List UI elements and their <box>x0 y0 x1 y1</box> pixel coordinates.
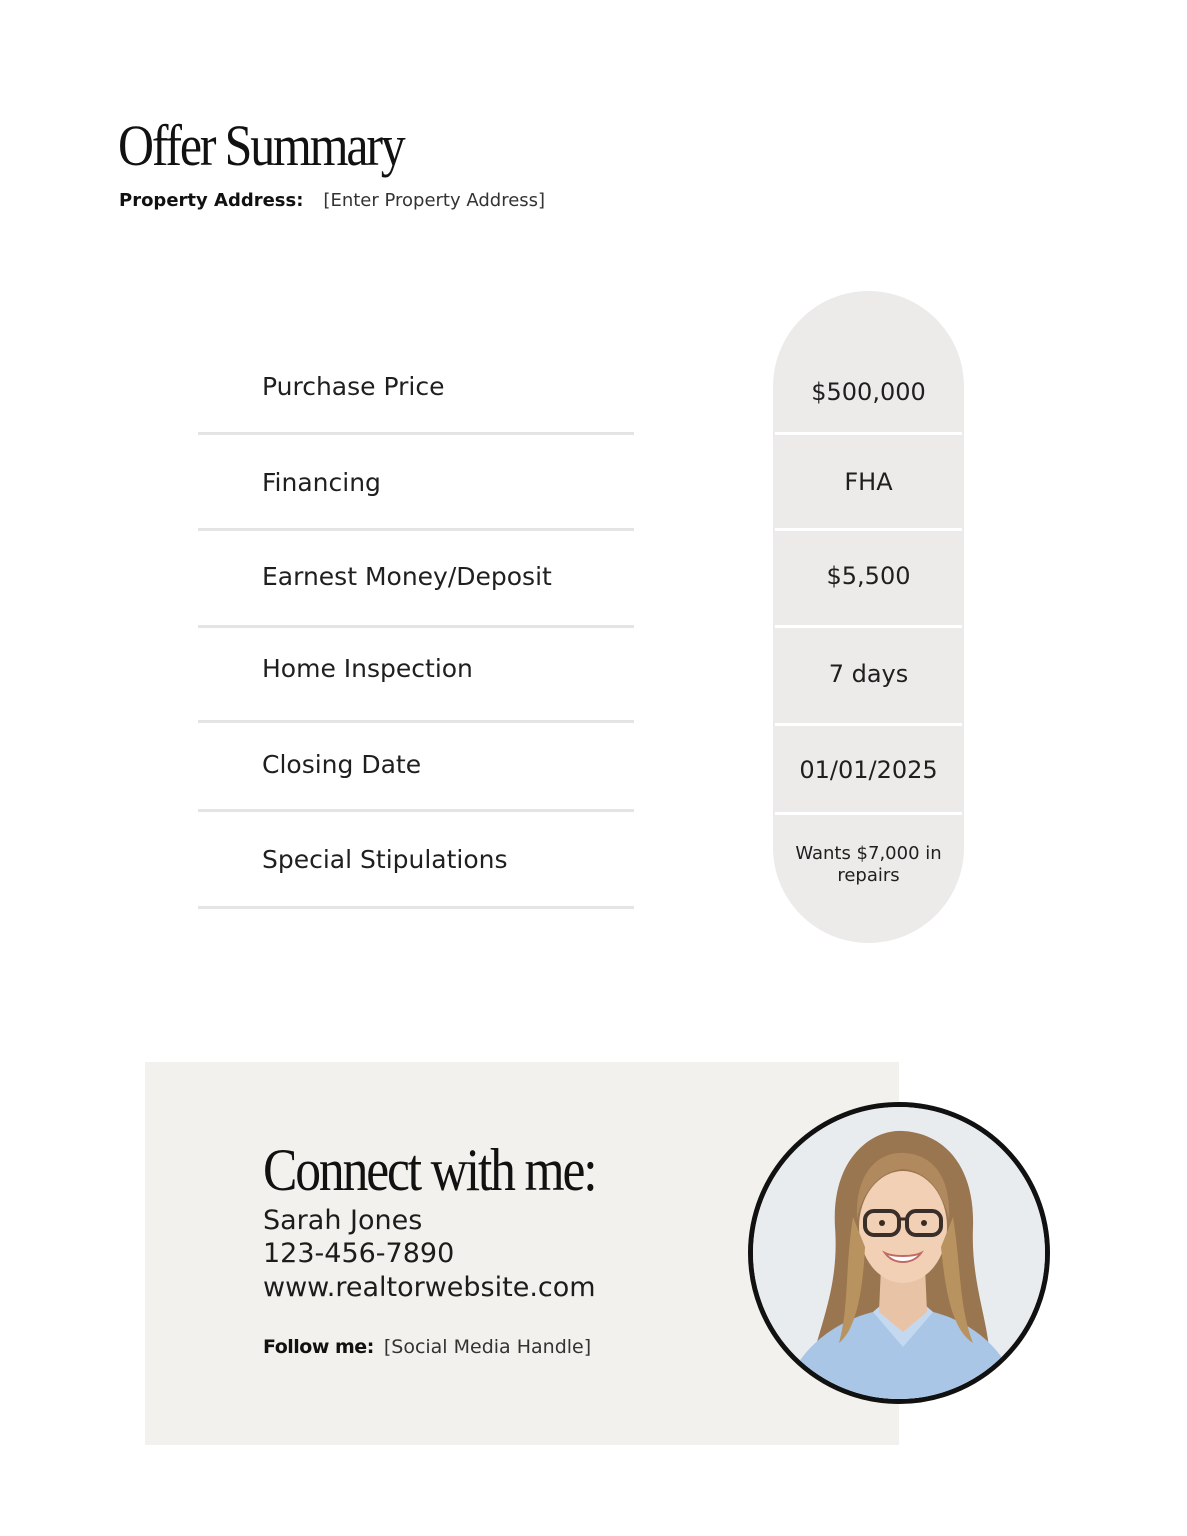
contact-name: Sarah Jones <box>263 1205 423 1236</box>
row-divider <box>198 432 634 435</box>
social-handle-link[interactable]: [Social Media Handle] <box>383 1336 592 1358</box>
offer-row-label-closing-date: Closing Date <box>262 750 422 779</box>
offer-row-label-purchase-price: Purchase Price <box>262 372 445 401</box>
row-divider <box>198 528 634 531</box>
follow-row <box>263 1336 591 1358</box>
row-divider <box>198 809 634 812</box>
value-divider <box>775 625 962 628</box>
offer-row-value-earnest-money[interactable]: $5,500 <box>826 562 911 590</box>
offer-row-label-special-stipulations: Special Stipulations <box>262 845 508 874</box>
property-address-value[interactable]: [Enter Property Address] <box>323 190 546 211</box>
value-divider <box>775 812 962 815</box>
avatar <box>748 1102 1050 1404</box>
row-divider <box>198 720 634 723</box>
property-address-row <box>119 190 545 211</box>
page-title: Offer Summary <box>118 113 404 178</box>
offer-row-label-home-inspection: Home Inspection <box>262 654 473 683</box>
property-address-label: Property Address: <box>119 190 304 211</box>
connect-title: Connect with me: <box>263 1137 596 1203</box>
row-divider <box>198 906 634 909</box>
contact-phone[interactable]: 123-456-7890 <box>263 1238 455 1269</box>
value-divider <box>775 723 962 726</box>
row-divider <box>198 625 634 628</box>
value-divider <box>775 432 962 435</box>
offer-row-label-financing: Financing <box>262 468 381 497</box>
portrait-photo-icon <box>753 1107 1045 1399</box>
offer-row-value-financing[interactable]: FHA <box>844 468 893 496</box>
offer-row-value-purchase-price[interactable]: $500,000 <box>811 378 926 406</box>
value-divider <box>775 528 962 531</box>
follow-label: Follow me: <box>263 1336 374 1358</box>
contact-website-link[interactable]: www.realtorwebsite.com <box>263 1272 596 1303</box>
offer-row-label-earnest-money: Earnest Money/Deposit <box>262 562 552 591</box>
offer-row-value-home-inspection[interactable]: 7 days <box>828 660 909 688</box>
offer-row-value-special-stipulations[interactable]: Wants $7,000 in repairs <box>795 843 942 886</box>
offer-row-value-closing-date[interactable]: 01/01/2025 <box>799 756 938 784</box>
